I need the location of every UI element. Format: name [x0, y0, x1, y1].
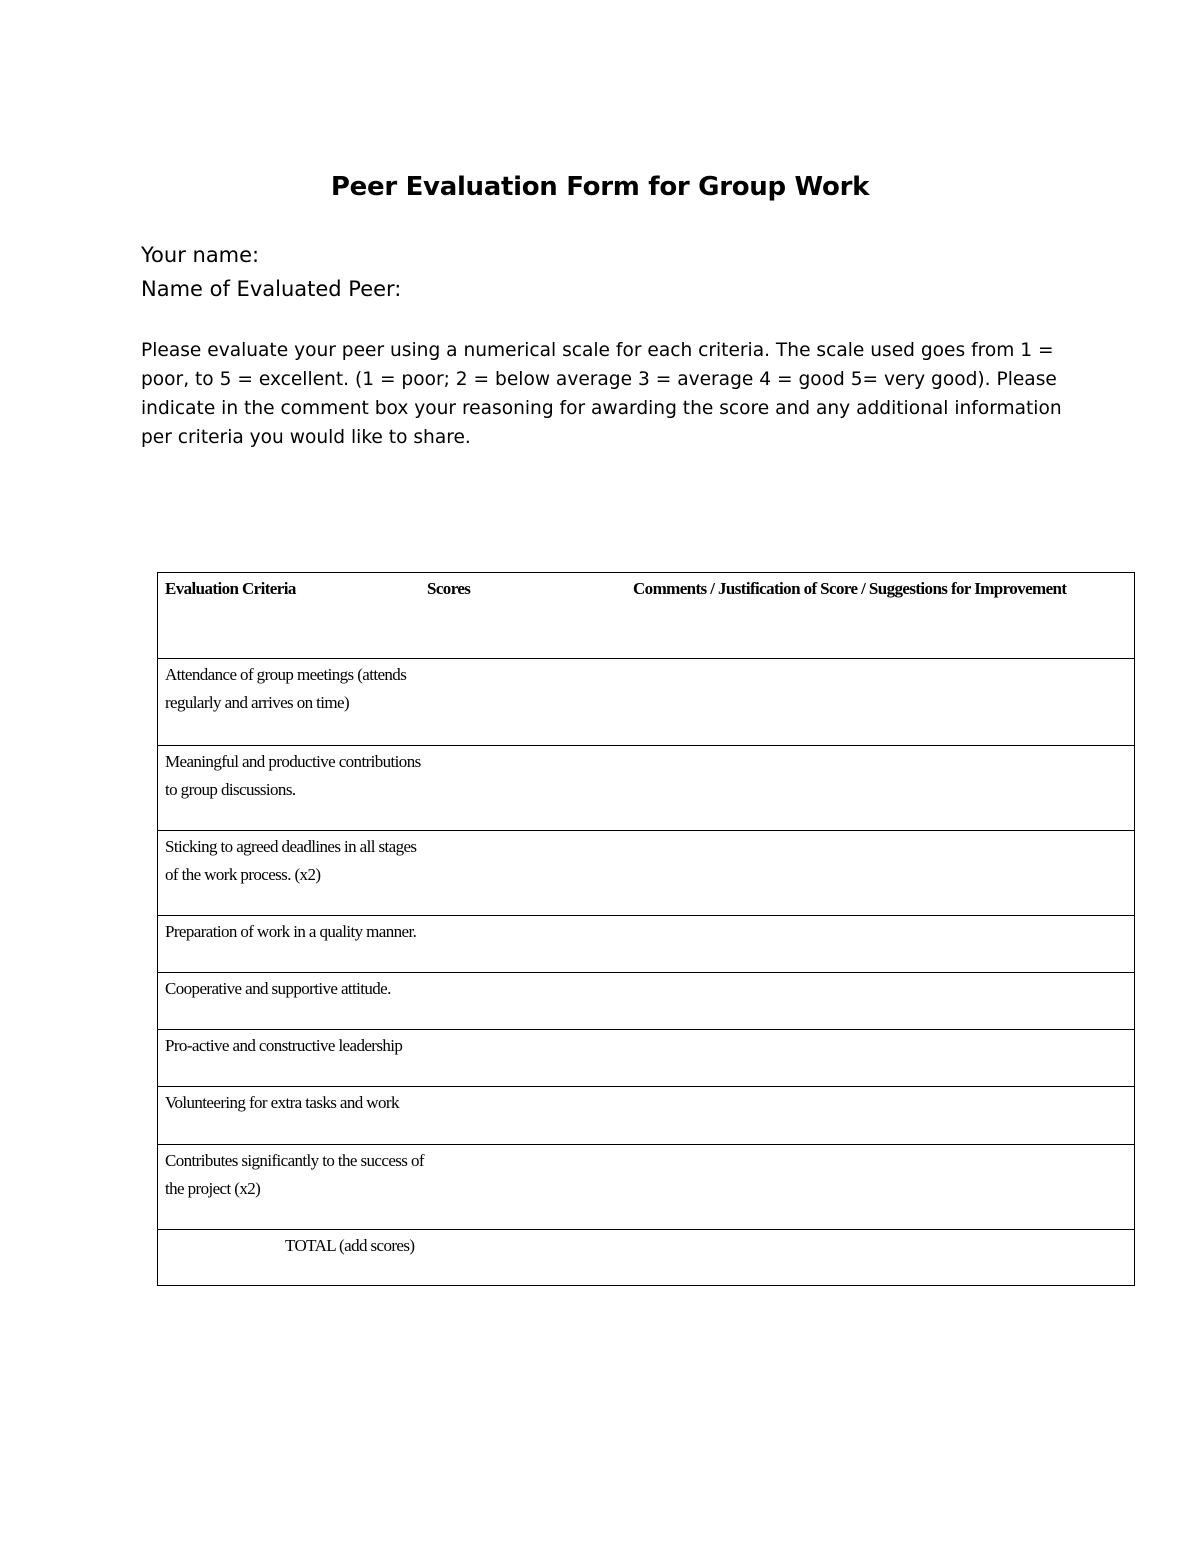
criteria-volunteering: Volunteering for extra tasks and work — [165, 1093, 399, 1112]
table-header-row — [158, 573, 1134, 658]
criteria-preparation: Preparation of work in a quality manner. — [165, 922, 417, 941]
table-row[interactable] — [158, 972, 1134, 1029]
criteria-cooperative: Cooperative and supportive attitude. — [165, 979, 391, 998]
criteria-deadlines: Sticking to agreed deadlines in all stages of the work process. (x2) — [165, 837, 417, 884]
table-row[interactable] — [158, 1144, 1134, 1229]
your-name-label: Your name: — [141, 243, 260, 267]
table-row[interactable] — [158, 1086, 1134, 1144]
table-row[interactable] — [158, 830, 1134, 915]
page-title: Peer Evaluation Form for Group Work — [330, 172, 870, 202]
total-row[interactable] — [158, 1229, 1134, 1285]
evaluation-table — [157, 572, 1135, 1286]
criteria-leadership: Pro-active and constructive leadership — [165, 1036, 403, 1055]
total-label: TOTAL (add scores) — [285, 1236, 415, 1255]
criteria-contributions: Meaningful and productive contributions to group discussions. — [165, 752, 421, 799]
instructions-paragraph: Please evaluate your peer using a numerical scale for each criteria. The scale used goes from 1 = poor, to 5 = excellent. (1 = poor; 2 = below average 3 = average 4 = good 5= very good). Please indicate in the comment box your reasoning for awarding the score and any additional information per criteria you would like to share. — [141, 340, 1062, 448]
table-row[interactable] — [158, 745, 1134, 830]
table-row[interactable] — [158, 1029, 1134, 1086]
evaluated-peer-label: Name of Evaluated Peer: — [141, 277, 402, 301]
header-comments: Comments / Justification of Score / Suggestions for Improvement — [633, 579, 1067, 598]
header-evaluation-criteria: Evaluation Criteria — [165, 579, 296, 598]
criteria-attendance: Attendance of group meetings (attends regularly and arrives on time) — [165, 665, 407, 712]
header-scores: Scores — [427, 579, 471, 598]
criteria-success: Contributes significantly to the success of the project (x2) — [165, 1151, 424, 1198]
table-row[interactable] — [158, 658, 1134, 745]
table-row[interactable] — [158, 915, 1134, 972]
